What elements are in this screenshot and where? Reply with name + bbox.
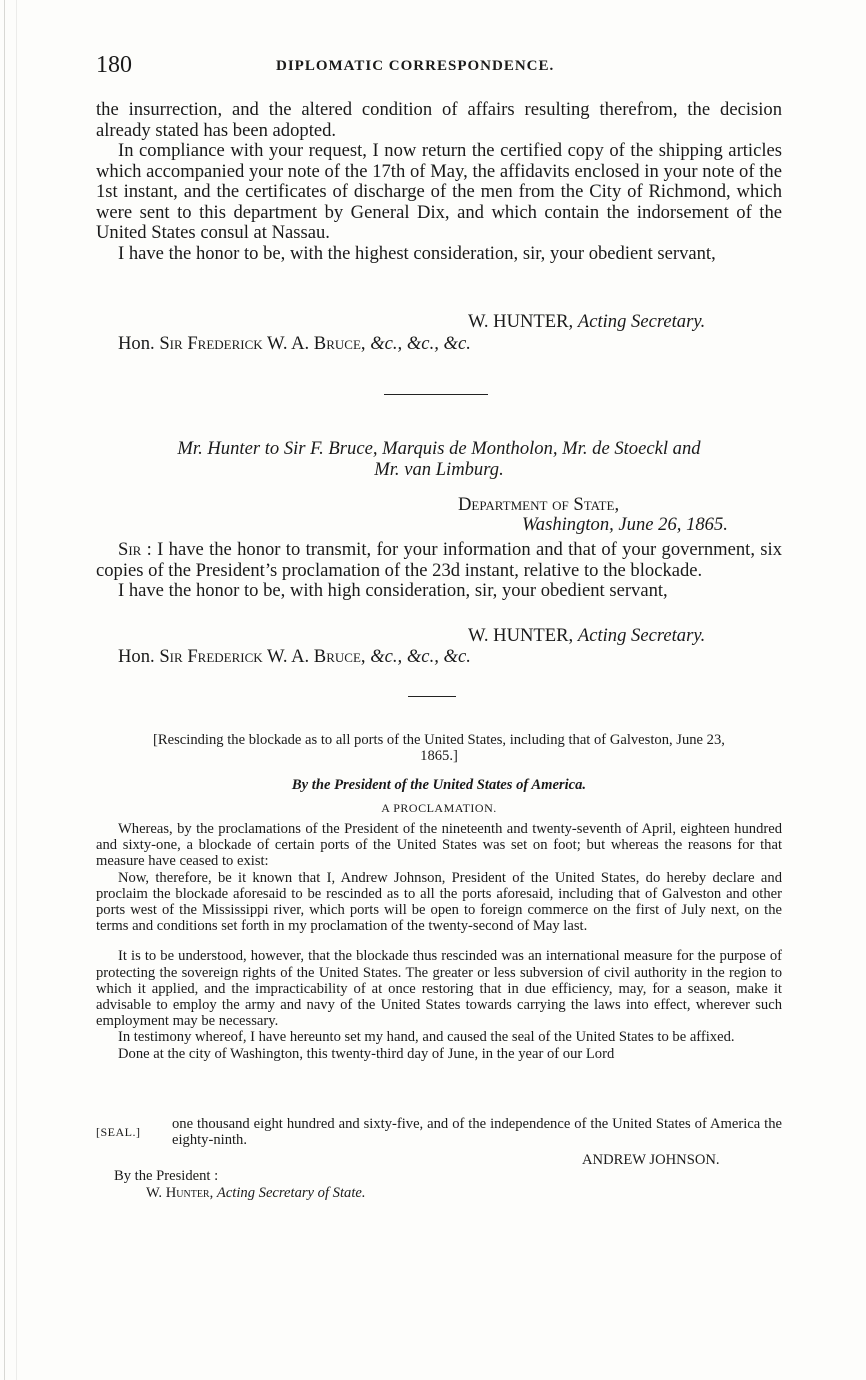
proclamation-paragraph-continued: one thousand eight hundred and sixty-five, and of the independence of the United States of America the eighty-ninth. xyxy=(172,1116,782,1149)
proclamation-paragraph: Done at the city of Washington, this twenty-third day of June, in the year of our Lord xyxy=(118,1045,615,1062)
addressee-suffix: &c., &c., &c. xyxy=(370,333,471,354)
proclamation-signer: ANDREW JOHNSON. xyxy=(582,1152,720,1168)
letter1-paragraph: In compliance with your request, I now return the certified copy of the shipping articles which accompanied your note of the 17th of May, the affidavits enclosed in your note of the 1st instant, and the certificates of discharge of the men from the City of Richmond, which were sent to this department by General Dix, and which contain the indorsement of the United States consul at Nassau. xyxy=(96,140,782,243)
proclamation-paragraph: In testimony whereof, I have hereunto set my hand, and caused the seal of the United States to be affixed. xyxy=(118,1029,735,1046)
letter2-signature xyxy=(468,625,705,647)
proclamation-by-line: By the President of the United States of America. xyxy=(291,777,587,793)
addressee-name: Sir Frederick W. A. Bruce, xyxy=(159,646,366,667)
seal-mark: [SEAL.] xyxy=(96,1125,141,1139)
letter2-paragraph xyxy=(96,540,782,581)
heading-line: Mr. van Limburg. xyxy=(374,459,504,480)
page-number: 180 xyxy=(96,52,132,78)
addressee-prefix: Hon. xyxy=(118,333,155,354)
countersign-name: W. Hunter, xyxy=(146,1185,214,1201)
page-header xyxy=(96,52,776,82)
seal-block xyxy=(96,1116,782,1148)
heading-line: Mr. Hunter to Sir F. Bruce, Marquis de Montholon, Mr. de Stoeckl and xyxy=(177,438,701,459)
proclamation-paragraph: Now, therefore, be it known that I, Andrew Johnson, President of the United States, do hereby declare and proclaim the blockade aforesaid to be rescinded as to all the ports aforesaid, including that of Galveston and other ports west of the Mississippi river, which ports will be open to foreign commerce on the first of July next, on the terms and conditions set forth in my proclamation of the twenty-second of May last. xyxy=(96,869,782,935)
letter1-body xyxy=(96,100,782,264)
letter1-signature xyxy=(468,311,705,333)
proclamation-paragraph: Whereas, by the proclamations of the President of the nineteenth and twenty-seventh of April, eighteen hundred and sixty-one, a blockade of certain ports of the United States was set on foot; but whereas the reasons for that measure have ceased to exist: xyxy=(96,821,782,870)
letter1-paragraph: the insurrection, and the altered condition of affairs resulting therefrom, the decision already stated has been adopted. xyxy=(96,99,782,141)
proclamation-title: A PROCLAMATION. xyxy=(381,801,497,815)
addressee-suffix: &c., &c., &c. xyxy=(370,646,471,667)
letter2-body xyxy=(96,540,782,602)
letter1-paragraph: I have the honor to be, with the highest consideration, sir, your obedient servant, xyxy=(118,242,716,264)
countersignature xyxy=(146,1185,366,1202)
running-head: DIPLOMATIC CORRESPONDENCE. xyxy=(276,58,555,74)
letter2-paragraph: I have the honor to be, with high consideration, sir, your obedient servant, xyxy=(118,580,668,601)
signature-title: Acting Secretary. xyxy=(577,311,706,332)
by-the-president: By the President : xyxy=(114,1168,219,1184)
letter2-department: Department of State, xyxy=(458,494,620,515)
salutation: Sir : xyxy=(118,539,152,560)
addressee-name: Sir Frederick W. A. Bruce, xyxy=(159,333,366,354)
addressee-prefix: Hon. xyxy=(118,646,155,667)
letter1-addressee xyxy=(118,333,471,355)
letter2-place-date: Washington, June 26, 1865. xyxy=(522,514,728,535)
letter2-addressee xyxy=(118,646,471,668)
countersign-title: Acting Secretary of State. xyxy=(216,1185,366,1201)
proclamation-paragraph: It is to be understood, however, that the blockade thus rescinded was an international measure for the purpose of protecting the sovereign rights of the United States. The greater or less subversion of civil authority in the region to which it applied, and the impracticability of at once restoring that in due efficiency, may, for a season, make it advisable to employ the army and navy of the United States towards carrying the laws into effect, wherever such employment may be necessary. xyxy=(96,948,782,1030)
section-divider xyxy=(384,394,488,395)
page-edge-line-inner xyxy=(16,0,17,1380)
page-edge-line xyxy=(4,0,5,1380)
proclamation-note: [Rescinding the blockade as to all ports of the United States, including that of Galveston, June 23, 1865.] xyxy=(153,732,725,765)
section-divider xyxy=(408,696,456,697)
signature-title: Acting Secretary. xyxy=(577,625,706,646)
letter2-heading xyxy=(96,438,782,480)
letter2-paragraph-text: I have the honor to transmit, for your information and that of your government, six copies of the President’s proclamation of the 23d instant, relative to the blockade. xyxy=(96,539,782,581)
signature-name: W. HUNTER, xyxy=(468,625,574,646)
signature-name: W. HUNTER, xyxy=(468,311,574,332)
proclamation-body xyxy=(96,821,782,1062)
